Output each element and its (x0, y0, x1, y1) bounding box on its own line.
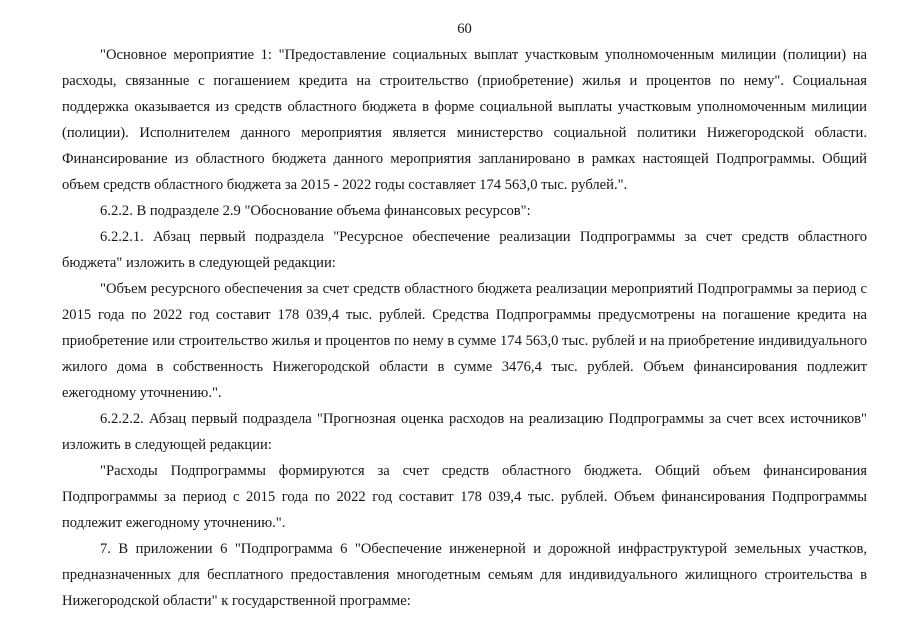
quoted-paragraph-resource-provision: "Объем ресурсного обеспечения за счет средств областного бюджета реализации мероприятий Подпрограммы за период с 2015 года по 2022 год составит 178 039,4 тыс. рублей. Средства Подпрограммы предусмотрены на погашение кредита на приобретение или строительство жилья и процентов по нему в сумме 174 563,0 тыс. рублей и на приобретение индивидуального жилого дома в собственность Нижегородской области в сумме 3476,4 тыс. рублей. Объем финансирования подлежит ежегодному уточнению.". (62, 281, 867, 401)
quoted-paragraph-main-activity-1: "Основное мероприятие 1: "Предоставление социальных выплат участковым уполномоченным милиции (полиции) на расходы, связанные с погашением кредита на строительство (приобретение) жилья и процентов по нему". Социальная поддержка оказывается из средств областного бюджета в форме социальной выплаты участковым уполномоченным милиции (полиции). Исполнителем данного мероприятия является министерство социальной политики Нижегородской области. Финансирование из областного бюджета данного мероприятия запланировано в рамках настоящей Подпрограммы. Общий объем средств областного бюджета за 2015 - 2022 годы составляет 174 563,0 тыс. рублей.". (62, 47, 867, 193)
document-page (62, 16, 867, 614)
quoted-paragraph-expenses: "Расходы Подпрограммы формируются за счет средств областного бюджета. Общий объем финансирования Подпрограммы за период с 2015 года по 2022 год составит 178 039,4 тыс. рублей. Объем финансирования Подпрограммы подлежит ежегодному уточнению.". (62, 463, 867, 531)
clause-6-2-2: 6.2.2. В подразделе 2.9 "Обоснование объема финансовых ресурсов": (100, 203, 531, 219)
clause-7: 7. В приложении 6 "Подпрограмма 6 "Обеспечение инженерной и дорожной инфраструктурой земельных участков, предназначенных для бесплатного предоставления многодетным семьям для индивидуального жилищного строительства в Нижегородской области" к государственной программе: (62, 541, 867, 609)
clause-6-2-2-2: 6.2.2.2. Абзац первый подраздела "Прогнозная оценка расходов на реализацию Подпрограммы за счет всех источников" изложить в следующей редакции: (62, 411, 867, 453)
page-number: 60 (457, 21, 472, 37)
clause-6-2-2-1: 6.2.2.1. Абзац первый подраздела "Ресурсное обеспечение реализации Подпрограммы за счет средств областного бюджета" изложить в следующей редакции: (62, 229, 867, 271)
